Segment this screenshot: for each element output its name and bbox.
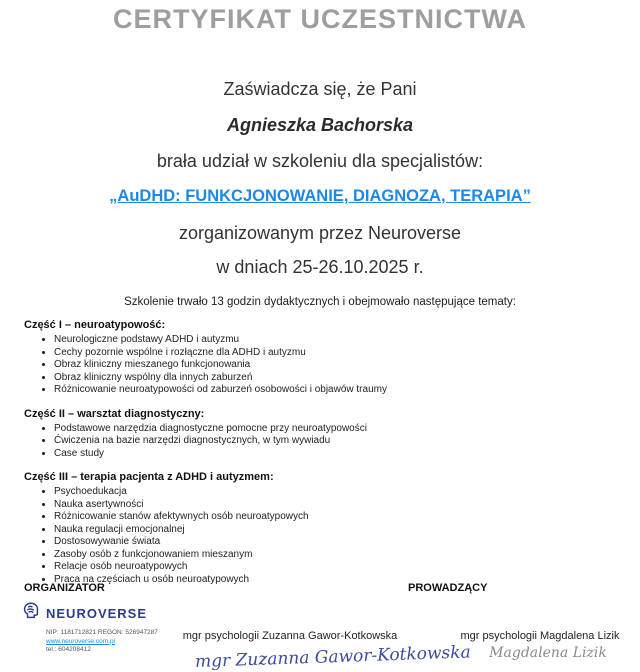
section-heading: Część III – terapia pacjenta z ADHD i autyzmem: (24, 471, 274, 483)
logo-wordmark: NEUROVERSE (46, 606, 148, 621)
nip-regon-line: NIP: 1181712821 REGON: 526947287 (46, 629, 158, 636)
topic-item: • Dostosowywanie świata (54, 536, 640, 549)
certificate-page (0, 4, 640, 672)
topic-item: • Ćwiczenia na bazie narzędzi diagnostycznych, w tym wywiadu (54, 435, 640, 448)
topic-section (24, 471, 640, 586)
topics-sections (24, 319, 640, 586)
summary-line: Szkolenie trwało 13 godzin dydaktycznych i obejmowało następujące tematy: (124, 296, 516, 308)
brain-icon (20, 600, 42, 627)
topic-item: • Neurologiczne podstawy ADHD i autyzmu (54, 334, 640, 347)
topic-item: • Psychoedukacja (54, 486, 640, 499)
topic-section (24, 319, 640, 397)
topic-item: • Cechy pozornie wspólne i rozłączne dla ADHD i autyzmu (54, 347, 640, 360)
topic-item: • Zasoby osób z funkcjonowaniem mieszanym (54, 549, 640, 562)
section-heading: Część II – warsztat diagnostyczny: (24, 407, 205, 420)
organized-by-line: zorganizowanym przez Neuroverse (178, 223, 462, 243)
topic-item: • Różnicowanie stanów afektywnych osób neuroatypowych (54, 511, 640, 524)
topic-item: • Nauka asertywności (54, 499, 640, 512)
topic-list (24, 486, 640, 586)
signature-magdalena: Magdalena Lizik (489, 645, 607, 661)
topic-item: • Różnicowanie neuroatypowości od zaburzeń osobowości i objawów traumy (54, 384, 640, 397)
topic-item: • Praca na częściach u osób neuroatypowych (54, 574, 640, 587)
trainer-name-zuzanna: mgr psychologii Zuzanna Gawor-Kotkowska (182, 630, 398, 642)
organizer-label: ORGANIZATOR (24, 582, 105, 594)
certificate-title: CERTYFIKAT UCZESTNICTWA (113, 4, 527, 34)
topic-item: • Relacje osób neuroatypowych (54, 561, 640, 574)
topic-list (24, 423, 640, 461)
topic-item: • Obraz kliniczny wspólny dla innych zaburzeń (54, 372, 640, 385)
participant-name: Agnieszka Bachorska (226, 115, 414, 135)
topic-item: • Obraz kliniczny mieszanego funkcjonowania (54, 359, 640, 372)
trainer-name-magdalena: mgr psychologii Magdalena Lizik (460, 630, 620, 642)
website-link[interactable]: www.neuroverse.com.pl (46, 637, 115, 645)
presenter-label: PROWADZĄCY (408, 582, 488, 594)
section-heading: Część I – neuroatypowość: (24, 319, 166, 331)
phone-line: tel.: 604208412 (46, 646, 91, 653)
course-title: „AuDHD: FUNKCJONOWANIE, DIAGNOZA, TERAPIA” (109, 187, 531, 205)
intro-line: Zaświadcza się, że Pani (223, 79, 417, 99)
neuroverse-logo (20, 600, 170, 655)
topic-list (24, 334, 640, 397)
topic-item: • Podstawowe narzędzia diagnostyczne pomocne przy neuroatypowości (54, 423, 640, 436)
topic-item: • Nauka regulacji emocjonalnej (54, 524, 640, 537)
topic-item: • Case study (54, 448, 640, 461)
topic-section (24, 408, 640, 461)
signature-zuzanna: mgr Zuzanna Gawor-Kotkowska (194, 642, 472, 672)
dates-line: w dniach 25-26.10.2025 r. (216, 257, 424, 277)
participation-line: brała udział w szkoleniu dla specjalistów: (156, 151, 484, 171)
